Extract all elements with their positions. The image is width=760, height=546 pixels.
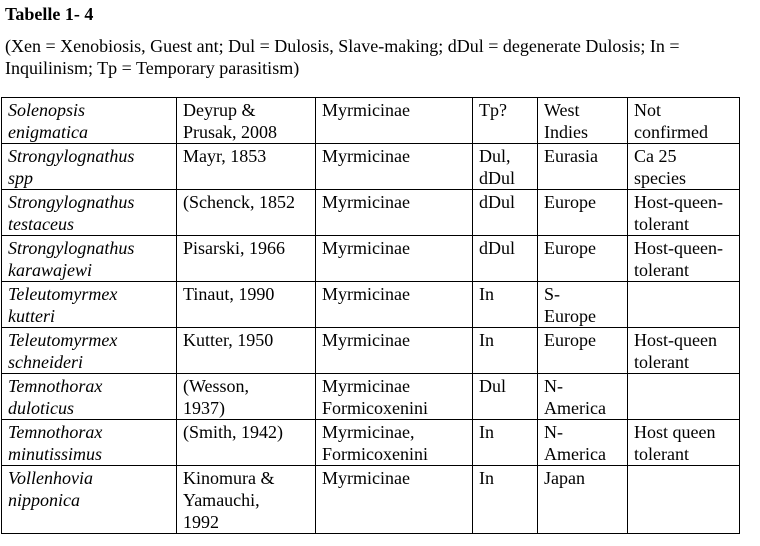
table-row [2,466,740,534]
region-cell-text: West Indies [544,100,588,142]
region-cell [538,98,628,144]
subfamily-cell-text: Myrmicinae [322,468,410,488]
table-row [2,144,740,190]
note-cell-text: Not confirmed [634,100,708,142]
species-name-cell-text: Strongylognathus testaceus [8,192,135,234]
author-cell [177,190,316,236]
species-table-body [2,98,740,534]
subfamily-cell-text: Myrmicinae, Formicoxenini [322,422,428,464]
author-cell-text: (Smith, 1942) [183,422,284,442]
subfamily-cell-text: Myrmicinae [322,284,410,304]
parasitism-type-cell-text: Tp? [479,100,507,120]
parasitism-type-cell-text: Dul, dDul [479,146,515,188]
parasitism-type-cell-text: In [479,468,494,488]
author-cell [177,420,316,466]
author-cell [177,98,316,144]
table-title: Tabelle 1- 4 [5,4,94,24]
parasitism-type-cell [473,420,538,466]
region-cell-text: Eurasia [544,146,598,166]
author-cell-text: Deyrup & Prusak, 2008 [183,100,277,142]
table-row [2,98,740,144]
note-cell [628,420,740,466]
region-cell [538,282,628,328]
species-name-cell-text: Vollenhovia nipponica [8,468,93,510]
species-name-cell-text: Teleutomyrmex schneideri [8,330,118,372]
note-cell-text: Ca 25 species [634,146,686,188]
table-row [2,190,740,236]
author-cell-text: Tinaut, 1990 [183,284,275,304]
subfamily-cell [316,282,473,328]
species-name-cell [2,236,177,282]
region-cell [538,236,628,282]
species-name-cell [2,98,177,144]
species-name-cell [2,144,177,190]
subfamily-cell-text: Myrmicinae [322,100,410,120]
table-row [2,236,740,282]
note-cell-text: Host queen tolerant [634,422,716,464]
author-cell-text: (Schenck, 1852 [183,192,295,212]
parasitism-type-cell-text: dDul [479,192,515,212]
subfamily-cell-text: Myrmicinae [322,146,410,166]
region-cell-text: N- America [544,376,606,418]
author-cell [177,328,316,374]
subfamily-cell-text: Myrmicinae [322,192,410,212]
subfamily-cell [316,236,473,282]
note-cell-text: Host-queen- tolerant [634,192,723,234]
parasitism-type-cell [473,374,538,420]
species-name-cell [2,328,177,374]
author-cell [177,282,316,328]
note-cell-text: Host-queen- tolerant [634,238,723,280]
parasitism-type-cell [473,144,538,190]
species-name-cell-text: Temnothorax duloticus [8,376,103,418]
species-table [1,97,740,534]
parasitism-type-cell [473,98,538,144]
region-cell-text: N- America [544,422,606,464]
region-cell-text: Europe [544,192,596,212]
table-row [2,374,740,420]
table-row [2,420,740,466]
subfamily-cell [316,466,473,534]
note-cell [628,282,740,328]
parasitism-type-cell [473,466,538,534]
species-name-cell-text: Solenopsis enigmatica [8,100,88,142]
parasitism-type-cell-text: In [479,330,494,350]
subfamily-cell-text: Myrmicinae [322,238,410,258]
parasitism-type-cell [473,236,538,282]
species-name-cell-text: Strongylognathus spp [8,146,135,188]
note-cell [628,374,740,420]
region-cell [538,466,628,534]
caption-line: Inquilinism; Tp = Temporary parasitism) [5,58,300,78]
subfamily-cell [316,420,473,466]
region-cell [538,190,628,236]
note-cell-text: Host-queen tolerant [634,330,717,372]
author-cell-text: Pisarski, 1966 [183,238,286,258]
note-cell [628,466,740,534]
author-cell [177,236,316,282]
author-cell-text: Kutter, 1950 [183,330,274,350]
note-cell [628,236,740,282]
author-cell [177,144,316,190]
region-cell-text: Europe [544,238,596,258]
species-name-cell-text: Strongylognathus karawajewi [8,238,135,280]
parasitism-type-cell [473,282,538,328]
region-cell-text: S- Europe [544,284,596,326]
region-cell-text: Japan [544,468,585,488]
species-name-cell [2,282,177,328]
species-name-cell [2,190,177,236]
caption-line: (Xen = Xenobiosis, Guest ant; Dul = Dulosis, Slave-making; dDul = degenerate Dulosis; In = [5,36,680,56]
region-cell [538,144,628,190]
author-cell-text: (Wesson, 1937) [183,376,250,418]
parasitism-type-cell [473,190,538,236]
subfamily-cell-text: Myrmicinae [322,330,410,350]
region-cell [538,328,628,374]
subfamily-cell [316,144,473,190]
parasitism-type-cell-text: dDul [479,238,515,258]
note-cell [628,98,740,144]
subfamily-cell [316,374,473,420]
table-caption [5,35,755,79]
subfamily-cell [316,190,473,236]
parasitism-type-cell-text: Dul [479,376,506,396]
region-cell-text: Europe [544,330,596,350]
species-name-cell [2,466,177,534]
subfamily-cell [316,98,473,144]
author-cell [177,374,316,420]
note-cell [628,190,740,236]
table-row [2,328,740,374]
parasitism-type-cell [473,328,538,374]
species-name-cell-text: Temnothorax minutissimus [8,422,103,464]
author-cell-text: Mayr, 1853 [183,146,267,166]
parasitism-type-cell-text: In [479,422,494,442]
author-cell [177,466,316,534]
region-cell [538,374,628,420]
species-name-cell [2,420,177,466]
species-name-cell-text: Teleutomyrmex kutteri [8,284,118,326]
author-cell-text: Kinomura & Yamauchi, 1992 [183,468,275,532]
subfamily-cell [316,328,473,374]
table-row [2,282,740,328]
species-name-cell [2,374,177,420]
subfamily-cell-text: Myrmicinae Formicoxenini [322,376,428,418]
note-cell [628,144,740,190]
note-cell [628,328,740,374]
parasitism-type-cell-text: In [479,284,494,304]
region-cell [538,420,628,466]
